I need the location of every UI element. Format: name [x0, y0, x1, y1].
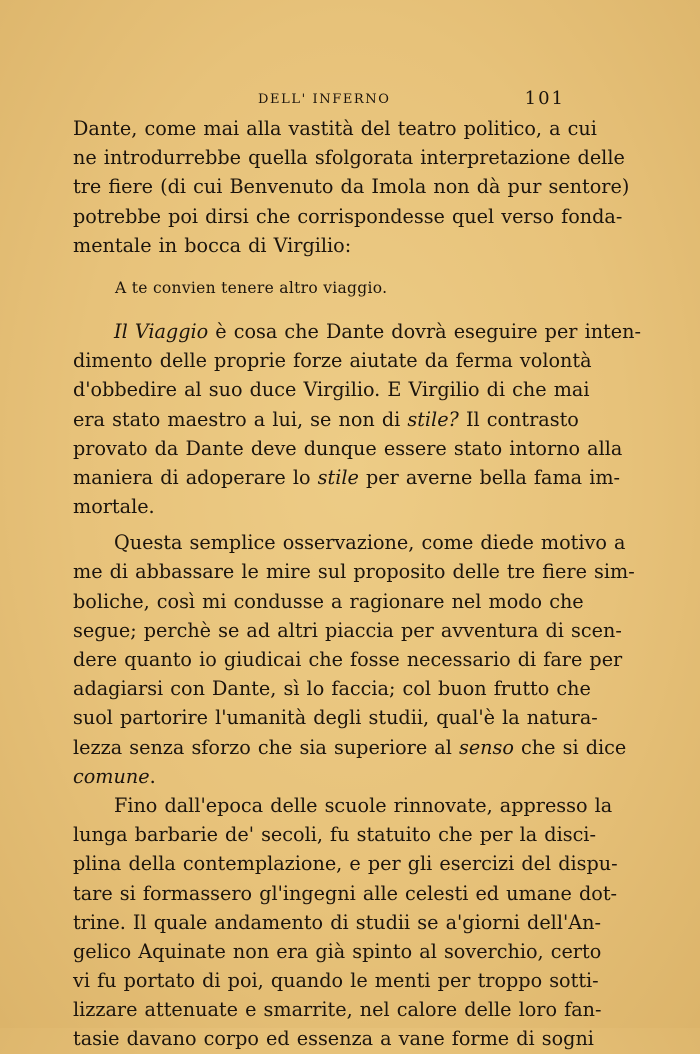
- text-line: Il Viaggio è cosa che Dante dovrà eseguire per inten-: [114, 319, 641, 343]
- italic-phrase: Il Viaggio: [114, 319, 209, 343]
- text-line: suol partorire l'umanità degli studii, qual'è la natura-: [73, 706, 598, 730]
- paragraph-1: [73, 114, 630, 260]
- text-line: gelico Aquinate non era già spinto al soverchio, certo: [73, 939, 602, 963]
- text-line: dimento delle proprie forze aiutate da ferma volontà: [73, 349, 592, 373]
- text-line: mentale in bocca di Virgilio:: [73, 233, 352, 257]
- running-title: DELL' INFERNO: [258, 92, 391, 107]
- text-line: Dante, come mai alla vastità del teatro politico, a cui: [73, 117, 597, 140]
- text-line: vi fu portato di poi, quando le menti per troppo sotti-: [73, 969, 599, 993]
- text-line: trine. Il quale andamento di studii se a'giorni dell'An-: [73, 910, 601, 934]
- text-line: tasie davano corpo ed essenza a vane forme di sogni: [73, 1027, 594, 1051]
- text-line: me di abbassare le mire sul proposito delle tre fiere sim-: [73, 560, 635, 584]
- text-line: potrebbe poi dirsi che corrispondesse quel verso fonda-: [73, 204, 623, 228]
- verse-quote: A te convien tenere altro viaggio.: [115, 278, 388, 297]
- italic-phrase: stile: [317, 465, 359, 489]
- page-number: 101: [524, 88, 565, 109]
- text-line: boliche, così mi condusse a ragionare nel modo che: [73, 589, 584, 613]
- text-line: maniera di adoperare lo stile per averne bella fama im-: [73, 465, 621, 489]
- text-line: segue; perchè se ad altri piaccia per avventura di scen-: [73, 618, 622, 642]
- text-line: tare si formassero gl'ingegni alle celesti ed umane dot-: [73, 881, 618, 905]
- text-line: adagiarsi con Dante, sì lo faccia; col buon frutto che: [73, 677, 591, 701]
- text-line: lezza senza sforzo che sia superiore al senso che si dice: [73, 735, 627, 759]
- text-line: comune.: [73, 764, 156, 788]
- text-line: lunga barbarie de' secoli, fu statuito che per la disci-: [73, 823, 596, 847]
- running-head: [73, 88, 565, 114]
- text-line: mortale.: [73, 495, 155, 519]
- text-line: Fino dall'epoca delle scuole rinnovate, appresso la: [114, 793, 613, 817]
- text-line: dere quanto io giudicai che fosse necessario di fare per: [73, 648, 623, 671]
- text-line: provato da Dante deve dunque essere stato intorno alla: [73, 436, 623, 460]
- text-line: d'obbedire al suo duce Virgilio. E Virgilio di che mai: [73, 378, 590, 402]
- text-line: era stato maestro a lui, se non di stile? Il contrasto: [73, 407, 579, 431]
- text-line: lizzare attenuate e smarrite, nel calore delle loro fan-: [73, 998, 602, 1022]
- italic-phrase: senso: [458, 735, 514, 759]
- text-line: plina della contemplazione, e per gli esercizi del dispu-: [73, 852, 618, 876]
- text-line: tre fiere (di cui Benvenuto da Imola non dà pur sentore): [73, 175, 630, 199]
- text-line: ne introdurrebbe quella sfolgorata interpretazione delle: [73, 146, 625, 170]
- paragraph-3: [73, 528, 635, 791]
- paragraph-4: [73, 791, 618, 1054]
- text-line: Questa semplice osservazione, come diede motivo a: [114, 531, 626, 555]
- italic-phrase: comune: [73, 764, 150, 788]
- paragraph-2: [73, 317, 641, 521]
- book-page: [73, 88, 641, 1054]
- italic-phrase: stile?: [407, 407, 459, 431]
